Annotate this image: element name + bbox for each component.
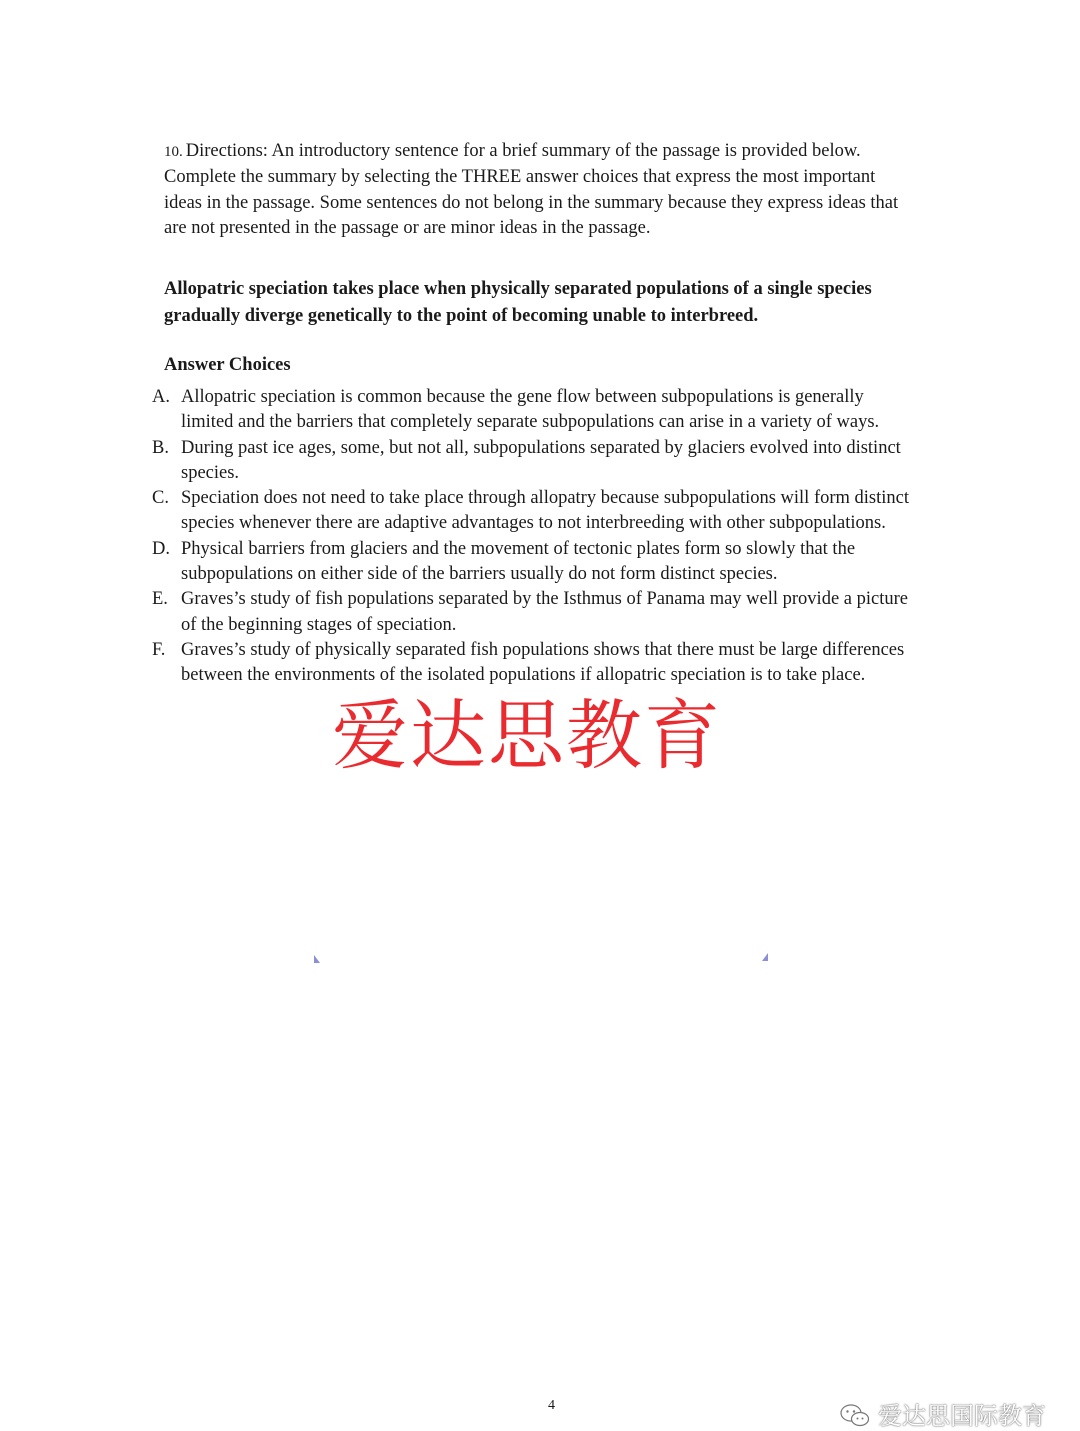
answer-choice-f[interactable] bbox=[152, 638, 912, 689]
answer-choice-b[interactable] bbox=[152, 436, 912, 487]
scan-corner-mark-left bbox=[314, 955, 320, 963]
choice-letter: E. bbox=[152, 589, 168, 610]
answer-choice-e[interactable] bbox=[152, 587, 912, 638]
footer-brand-text: 爱达思国际教育 bbox=[878, 1402, 1046, 1430]
choice-letter: B. bbox=[152, 437, 169, 458]
choice-text: Graves’s study of fish populations separated by the Isthmus of Panama may well provide a picture of the beginning stages of speciation. bbox=[181, 589, 908, 635]
page-number: 4 bbox=[548, 1398, 555, 1413]
scan-corner-mark-right bbox=[762, 953, 768, 961]
answer-choices-list bbox=[152, 385, 912, 689]
answer-choices-heading: Answer Choices bbox=[164, 355, 291, 375]
answer-choice-a[interactable] bbox=[152, 385, 912, 436]
answer-choice-d[interactable] bbox=[152, 537, 912, 588]
watermark: 爱达思教育 bbox=[332, 691, 722, 780]
choice-text: Allopatric speciation is common because the gene flow between subpopulations is generally limited and the barriers that completely separate subpopulations can arise in a variety of ways. bbox=[181, 387, 880, 433]
question-number: 10. bbox=[164, 144, 183, 160]
choice-letter: A. bbox=[152, 387, 170, 407]
footer-brand bbox=[840, 1401, 1046, 1431]
choice-text: Physical barriers from glaciers and the movement of tectonic plates form so slowly that the subpopulations on either side of the barriers usually do not form distinct species. bbox=[181, 538, 856, 585]
wechat-icon bbox=[840, 1403, 870, 1429]
summary-intro-sentence: Allopatric speciation takes place when physically separated populations of a single species gradually diverge genetically to the point of becoming unable to interbreed. bbox=[164, 279, 872, 326]
choice-letter: D. bbox=[152, 538, 170, 559]
answer-choice-c[interactable] bbox=[152, 486, 912, 537]
choice-letter: C. bbox=[152, 488, 169, 509]
question-directions bbox=[164, 139, 904, 241]
directions-text: Directions: An introductory sentence for a brief summary of the passage is provided below. Complete the summary by selecting the THREE answer choices that express the most important ideas in the passage. Some sentences do not belong in the summary because they express ideas that are not presented in the passage or are minor ideas in the passage. bbox=[164, 141, 899, 238]
choice-letter: F. bbox=[152, 639, 166, 660]
choice-text: During past ice ages, some, but not all, subpopulations separated by glaciers evolved into distinct species. bbox=[181, 437, 901, 483]
choice-text: Speciation does not need to take place through allopatry because subpopulations will form distinct species whenever there are adaptive advantages to not interbreeding with other subpopulations. bbox=[181, 488, 910, 534]
choice-text: Graves’s study of physically separated fish populations shows that there must be large differences between the environments of the isolated populations if allopatric speciation is to take place. bbox=[181, 639, 905, 686]
